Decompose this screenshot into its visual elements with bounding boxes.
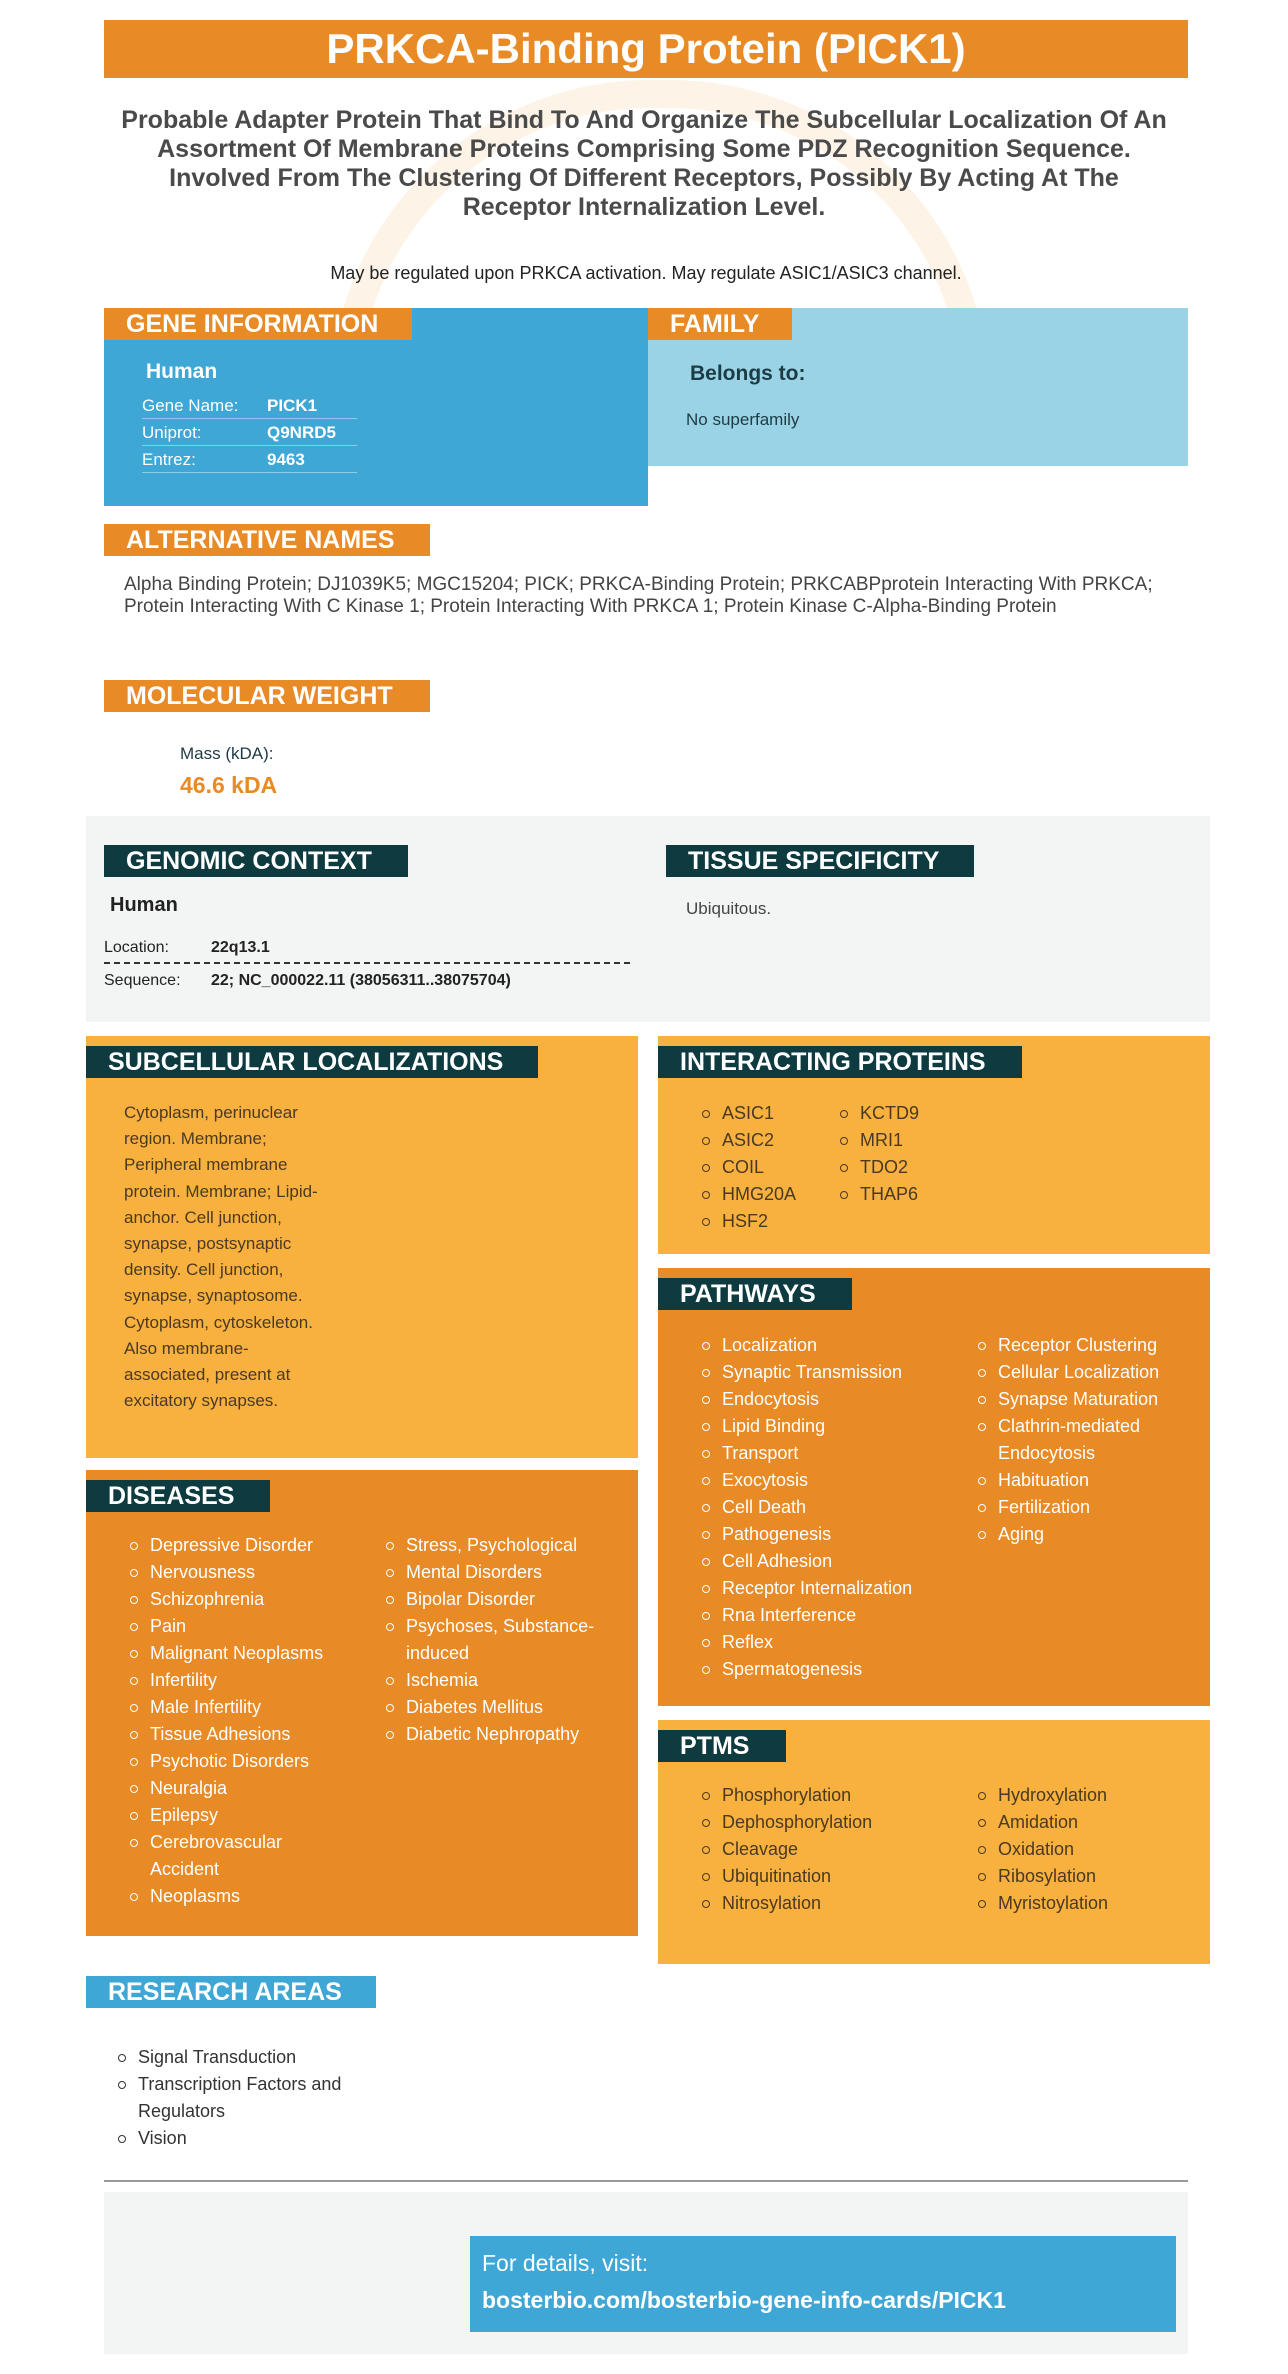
list-item: Cellular Localization	[976, 1359, 1166, 1386]
details-link-box[interactable]	[470, 2236, 1176, 2332]
list-item: Cell Adhesion	[700, 1548, 976, 1575]
list-item: ASIC2	[700, 1127, 838, 1154]
list-item: Psychotic Disorders	[128, 1748, 384, 1775]
tissue-specificity-header: TISSUE SPECIFICITY	[666, 845, 974, 877]
list-item: Cleavage	[700, 1836, 976, 1863]
list-item: Ischemia	[384, 1667, 606, 1694]
entrez-value: 9463	[267, 450, 305, 469]
family-value: No superfamily	[686, 410, 800, 429]
footer-divider	[104, 2180, 1188, 2182]
protein-summary: Probable Adapter Protein That Bind To And Organize The Subcellular Localization Of An Assortment Of Membrane Proteins Comprising Some PDZ Recognition Sequence. Involved From The Clustering Of Different Receptors, Possibly By Acting At The Receptor Internalization Level.	[121, 106, 1167, 221]
list-item: Receptor Internalization	[700, 1575, 976, 1602]
list-item: Phosphorylation	[700, 1782, 976, 1809]
list-item: Diabetes Mellitus	[384, 1694, 606, 1721]
location-value: 22q13.1	[211, 939, 270, 956]
regulation-note: May be regulated upon PRKCA activation. May regulate ASIC1/ASIC3 channel.	[330, 263, 962, 283]
gene-information-panel	[104, 308, 648, 506]
list-item: Stress, Psychological	[384, 1532, 606, 1559]
pathways-list-col2	[976, 1332, 1166, 1683]
list-item: Tissue Adhesions	[128, 1721, 384, 1748]
list-item: Transcription Factors and Regulators	[116, 2071, 356, 2125]
list-item: Pathogenesis	[700, 1521, 976, 1548]
list-item: Exocytosis	[700, 1467, 976, 1494]
list-item: TDO2	[838, 1154, 919, 1181]
mass-value: 46.6 kDA	[180, 772, 278, 798]
gene-name-row	[142, 392, 357, 419]
uniprot-row	[142, 419, 357, 446]
list-item: Schizophrenia	[128, 1586, 384, 1613]
list-item: Cell Death	[700, 1494, 976, 1521]
list-item: HMG20A	[700, 1181, 838, 1208]
subcellular-line: Also membrane-	[124, 1338, 249, 1358]
ptms-panel	[658, 1720, 1210, 1964]
mass-label: Mass (kDA):	[180, 744, 274, 763]
family-panel	[648, 308, 1188, 466]
page-title: PRKCA-Binding Protein (PICK1)	[104, 20, 1188, 78]
list-item: Lipid Binding	[700, 1413, 976, 1440]
list-item: Aging	[976, 1521, 1166, 1548]
ptms-list-col1	[700, 1782, 976, 1917]
list-item: Localization	[700, 1332, 976, 1359]
details-url-link[interactable]: bosterbio.com/bosterbio-gene-info-cards/PICK1	[482, 2287, 1006, 2313]
ptms-list-col2	[976, 1782, 1108, 1917]
subcellular-line: synapse, synaptosome.	[124, 1286, 303, 1306]
list-item: Myristoylation	[976, 1890, 1108, 1917]
list-item: Endocytosis	[700, 1386, 976, 1413]
list-item: Receptor Clustering	[976, 1332, 1166, 1359]
list-item: Dephosphorylation	[700, 1809, 976, 1836]
family-header: FAMILY	[648, 308, 792, 340]
entrez-row	[142, 446, 357, 473]
molecular-weight-header: MOLECULAR WEIGHT	[104, 680, 430, 712]
diseases-lists	[86, 1512, 638, 1910]
interacting-list-col2	[838, 1100, 919, 1235]
sequence-row	[104, 968, 630, 994]
research-areas-header: RESEARCH AREAS	[86, 1976, 376, 2008]
list-item: THAP6	[838, 1181, 919, 1208]
list-item: Reflex	[700, 1629, 976, 1656]
list-item: Ubiquitination	[700, 1863, 976, 1890]
subcellular-line: Cytoplasm, cytoskeleton.	[124, 1312, 313, 1332]
list-item: Oxidation	[976, 1836, 1108, 1863]
list-item: HSF2	[700, 1208, 838, 1235]
gene-species: Human	[146, 360, 218, 383]
location-row	[104, 934, 630, 964]
ptms-lists	[658, 1762, 1210, 1917]
list-item: Vision	[116, 2125, 356, 2152]
list-item: Synapse Maturation	[976, 1386, 1166, 1413]
subcellular-line: anchor. Cell junction,	[124, 1207, 282, 1227]
gene-info-rows	[104, 384, 648, 473]
location-label: Location:	[104, 939, 169, 956]
genomic-context-header: GENOMIC CONTEXT	[104, 845, 408, 877]
list-item: Amidation	[976, 1809, 1108, 1836]
list-item: Transport	[700, 1440, 976, 1467]
subcellular-line: associated, present at	[124, 1365, 291, 1385]
list-item: Psychoses, Substance-induced	[384, 1613, 596, 1667]
diseases-header: DISEASES	[86, 1480, 270, 1512]
interacting-proteins-panel	[658, 1036, 1210, 1254]
subcellular-line: excitatory synapses.	[124, 1391, 279, 1411]
list-item: ASIC1	[700, 1100, 838, 1127]
gene-name-value: PICK1	[267, 396, 318, 415]
diseases-panel	[86, 1470, 638, 1936]
list-item: KCTD9	[838, 1100, 919, 1127]
subcellular-panel	[86, 1036, 638, 1458]
subcellular-header: SUBCELLULAR LOCALIZATIONS	[86, 1046, 538, 1078]
subcellular-text	[86, 1078, 638, 1414]
list-item: Depressive Disorder	[128, 1532, 384, 1559]
pathways-panel	[658, 1268, 1210, 1706]
sequence-value: 22; NC_000022.11 (38056311..38075704)	[211, 972, 511, 989]
pathways-lists	[658, 1310, 1210, 1683]
subcellular-line: protein. Membrane; Lipid-	[124, 1181, 318, 1201]
diseases-list-col1	[128, 1532, 384, 1910]
ptms-header: PTMS	[658, 1730, 786, 1762]
list-item: Mental Disorders	[384, 1559, 606, 1586]
subcellular-line: Cytoplasm, perinuclear	[124, 1103, 298, 1122]
list-item: Ribosylation	[976, 1863, 1108, 1890]
interacting-proteins-lists	[658, 1078, 1210, 1235]
list-item: Diabetic Nephropathy	[384, 1721, 606, 1748]
subcellular-line: density. Cell junction,	[124, 1260, 284, 1280]
interacting-list-col1	[700, 1100, 838, 1235]
uniprot-value: Q9NRD5	[267, 423, 336, 442]
uniprot-label: Uniprot:	[142, 423, 202, 442]
entrez-label: Entrez:	[142, 450, 196, 469]
list-item: Fertilization	[976, 1494, 1166, 1521]
family-belongs-label: Belongs to:	[690, 362, 806, 385]
list-item: Pain	[128, 1613, 384, 1640]
list-item: COIL	[700, 1154, 838, 1181]
diseases-list-col2	[384, 1532, 606, 1910]
subcellular-line: Peripheral membrane	[124, 1155, 288, 1175]
interacting-proteins-header: INTERACTING PROTEINS	[658, 1046, 1022, 1078]
list-item: Nitrosylation	[700, 1890, 976, 1917]
pathways-list-col1	[700, 1332, 976, 1683]
gene-information-header: GENE INFORMATION	[104, 308, 412, 340]
pathways-header: PATHWAYS	[658, 1278, 852, 1310]
list-item: Malignant Neoplasms	[128, 1640, 384, 1667]
list-item: Rna Interference	[700, 1602, 976, 1629]
genomic-species: Human	[110, 894, 178, 916]
gene-name-label: Gene Name:	[142, 396, 239, 415]
list-item: Male Infertility	[128, 1694, 384, 1721]
list-item: MRI1	[838, 1127, 919, 1154]
list-item: Epilepsy	[128, 1802, 384, 1829]
details-label: For details, visit:	[482, 2250, 649, 2276]
alternative-names-text: Alpha Binding Protein; DJ1039K5; MGC15204; PICK; PRKCA-Binding Protein; PRKCABPprotein Interacting With PRKCA; Protein Interacting With C Kinase 1; Protein Interacting With PRKCA 1; Protein Kinase C-Alpha-Binding Protein	[124, 574, 1153, 617]
list-item: Neuralgia	[128, 1775, 384, 1802]
list-item: Spermatogenesis	[700, 1656, 976, 1683]
sequence-label: Sequence:	[104, 972, 181, 989]
alternative-names-header: ALTERNATIVE NAMES	[104, 524, 430, 556]
list-item: Neoplasms	[128, 1883, 384, 1910]
subcellular-line: synapse, postsynaptic	[124, 1234, 292, 1254]
list-item: Synaptic Transmission	[700, 1359, 976, 1386]
list-item: Signal Transduction	[116, 2044, 356, 2071]
list-item: Bipolar Disorder	[384, 1586, 606, 1613]
list-item: Habituation	[976, 1467, 1166, 1494]
list-item: Cerebrovascular Accident	[128, 1829, 278, 1883]
list-item: Clathrin-mediated Endocytosis	[976, 1413, 1166, 1467]
list-item: Infertility	[128, 1667, 384, 1694]
research-areas-list	[116, 2044, 356, 2152]
list-item: Nervousness	[128, 1559, 384, 1586]
tissue-specificity-text: Ubiquitous.	[686, 899, 772, 918]
subcellular-line: region. Membrane;	[124, 1129, 267, 1149]
list-item: Hydroxylation	[976, 1782, 1108, 1809]
